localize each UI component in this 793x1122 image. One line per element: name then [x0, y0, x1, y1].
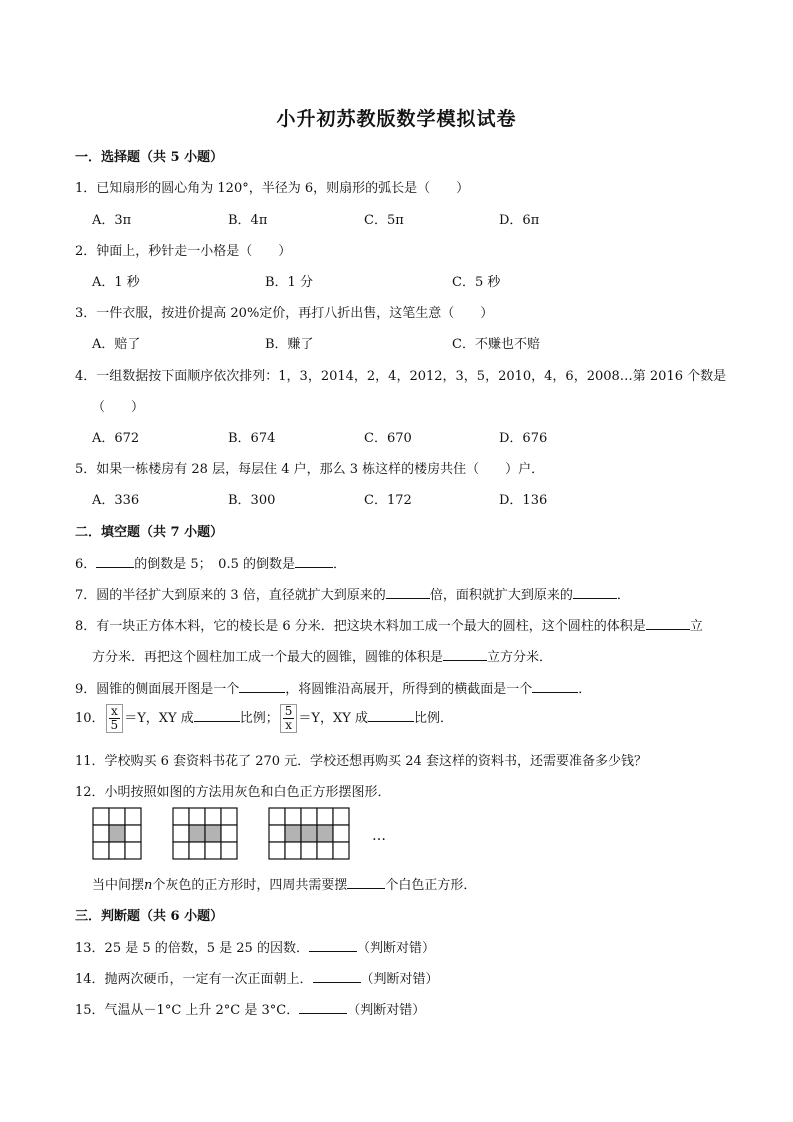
question-6 [75, 553, 346, 572]
q1-option-b: B．4π [228, 213, 268, 228]
q8-text-c: 方分米．再把这个圆柱加工成一个最大的圆锥，圆锥的体积是 [92, 650, 444, 665]
question-14 [75, 968, 439, 987]
q9-text-c: ． [578, 682, 592, 697]
fraction-5-over-x [280, 704, 298, 733]
pattern-1 [93, 808, 141, 859]
pattern-2 [173, 808, 237, 859]
section-heading-fill: 二．填空题（共 7 小题） [75, 525, 224, 540]
q5-option-c: C．172 [364, 493, 412, 508]
q12-text-b: 个灰色的正方形时，四周共需要摆 [152, 878, 348, 893]
q12-variable-n: n [144, 878, 153, 893]
q8-text-b: 立 [689, 619, 703, 634]
question-4-continuation: （ ） [92, 400, 145, 415]
question-12-continuation [92, 874, 476, 893]
q3-option-a: A．赔了 [92, 337, 141, 352]
section-heading-choice: 一．选择题（共 5 小题） [75, 150, 224, 165]
q5-option-a: A．336 [92, 493, 140, 508]
fraction-x-over-5 [106, 704, 124, 733]
q6-text-b: 的倒数是 5； 0.5 的倒数是 [134, 557, 295, 572]
answer-blank[interactable] [368, 709, 414, 722]
answer-blank[interactable] [309, 939, 357, 952]
question-7 [75, 584, 630, 603]
question-5: 5．如果一栋楼房有 28 层，每层住 4 户，那么 3 栋这样的楼房共住（ ）户． [75, 462, 545, 477]
question-2: 2．钟面上，秒针走一小格是（ ） [75, 244, 292, 259]
pattern-3 [269, 808, 349, 859]
q3-option-c: C．不赚也不赔 [452, 337, 540, 352]
answer-blank[interactable] [299, 1001, 347, 1014]
q6-text-a: 6． [75, 557, 97, 572]
q2-option-b: B．1 分 [265, 275, 313, 290]
answer-blank[interactable] [313, 970, 361, 983]
q2-option-a: A．1 秒 [92, 275, 140, 290]
q5-option-d: D．136 [499, 493, 548, 508]
q8-text-a: 8．有一块正方体木料，它的棱长是 6 分米．把这块木料加工成一个最大的圆柱，这个圆柱的体积是 [75, 619, 646, 634]
answer-blank[interactable] [96, 555, 134, 568]
answer-blank[interactable] [573, 586, 617, 599]
q3-option-b: B．赚了 [265, 337, 314, 352]
question-12: 12．小明按照如图的方法用灰色和白色正方形摆图形． [75, 785, 391, 800]
q4-option-c: C．670 [364, 431, 412, 446]
q10-text-a: 10． [75, 711, 105, 726]
fraction-numerator: 5 [284, 704, 293, 718]
q4-option-a: A．672 [92, 431, 140, 446]
q10-text-c: 比例； [239, 711, 279, 726]
q7-text-c: ． [616, 588, 630, 603]
question-1: 1．已知扇形的圆心角为 120°，半径为 6，则扇形的弧长是（ ） [75, 181, 470, 196]
fraction-denominator: 5 [110, 718, 119, 732]
q13-text-b: （判断对错） [356, 941, 435, 956]
answer-blank[interactable] [347, 876, 385, 889]
q15-text-a: 15．气温从－1°C 上升 2°C 是 3°C． [75, 1003, 300, 1018]
q1-option-c: C．5π [364, 213, 404, 228]
q7-text-a: 7．圆的半径扩大到原来的 3 倍，直径就扩大到原来的 [75, 588, 386, 603]
answer-blank[interactable] [386, 586, 430, 599]
answer-blank[interactable] [646, 617, 690, 630]
question-13 [75, 937, 435, 956]
q5-option-b: B．300 [228, 493, 276, 508]
q1-option-d: D．6π [499, 213, 540, 228]
square-pattern-figure [92, 806, 392, 864]
answer-blank[interactable] [239, 680, 285, 693]
answer-blank[interactable] [194, 709, 240, 722]
pattern-ellipsis: … [372, 828, 386, 844]
q7-text-b: 倍，面积就扩大到原来的 [429, 588, 573, 603]
q1-option-a: A．3π [92, 213, 132, 228]
question-3: 3．一件衣服，按进价提高 20%定价，再打八折出售，这笔生意（ ） [75, 306, 494, 321]
q12-text-a: 当中间摆 [92, 878, 145, 893]
question-8 [75, 615, 703, 634]
q14-text-a: 14．抛两次硬币，一定有一次正面朝上． [75, 972, 313, 987]
q15-text-b: （判断对错） [347, 1003, 426, 1018]
answer-blank[interactable] [295, 555, 333, 568]
q9-text-b: ，将圆锥沿高展开，所得到的横截面是一个 [285, 682, 533, 697]
question-4: 4．一组数据按下面顺序依次排列：1，3，2014，2，4，2012，3，5，2010，4，6，2008…第 2016 个数是 [75, 369, 727, 384]
page-title: 小升初苏教版数学模拟试卷 [276, 108, 517, 130]
q2-option-c: C．5 秒 [452, 275, 501, 290]
question-15 [75, 999, 425, 1018]
q8-text-d: 立方分米． [487, 650, 553, 665]
q14-text-b: （判断对错） [360, 972, 439, 987]
question-10 [75, 704, 453, 733]
question-9 [75, 678, 591, 697]
question-11: 11．学校购买 6 套资料书花了 270 元．学校还想再购买 24 套这样的资料书，还需要准备多少钱？ [75, 754, 647, 769]
pattern-svg [92, 806, 392, 864]
q13-text-a: 13．25 是 5 的倍数，5 是 25 的因数． [75, 941, 309, 956]
fraction-denominator: x [285, 718, 292, 732]
q12-text-c: 个白色正方形． [385, 878, 477, 893]
answer-blank[interactable] [443, 648, 487, 661]
q10-text-d: ＝Y，XY 成 [298, 711, 368, 726]
q10-text-e: 比例． [413, 711, 453, 726]
answer-blank[interactable] [532, 680, 578, 693]
fraction-numerator: x [109, 705, 121, 719]
q6-text-c: ． [333, 557, 347, 572]
q10-text-b: ＝Y，XY 成 [124, 711, 194, 726]
q9-text-a: 9．圆锥的侧面展开图是一个 [75, 682, 240, 697]
question-8-continuation [92, 646, 552, 665]
q4-option-b: B．674 [228, 431, 276, 446]
section-heading-judge: 三．判断题（共 6 小题） [75, 909, 224, 924]
q4-option-d: D．676 [499, 431, 548, 446]
